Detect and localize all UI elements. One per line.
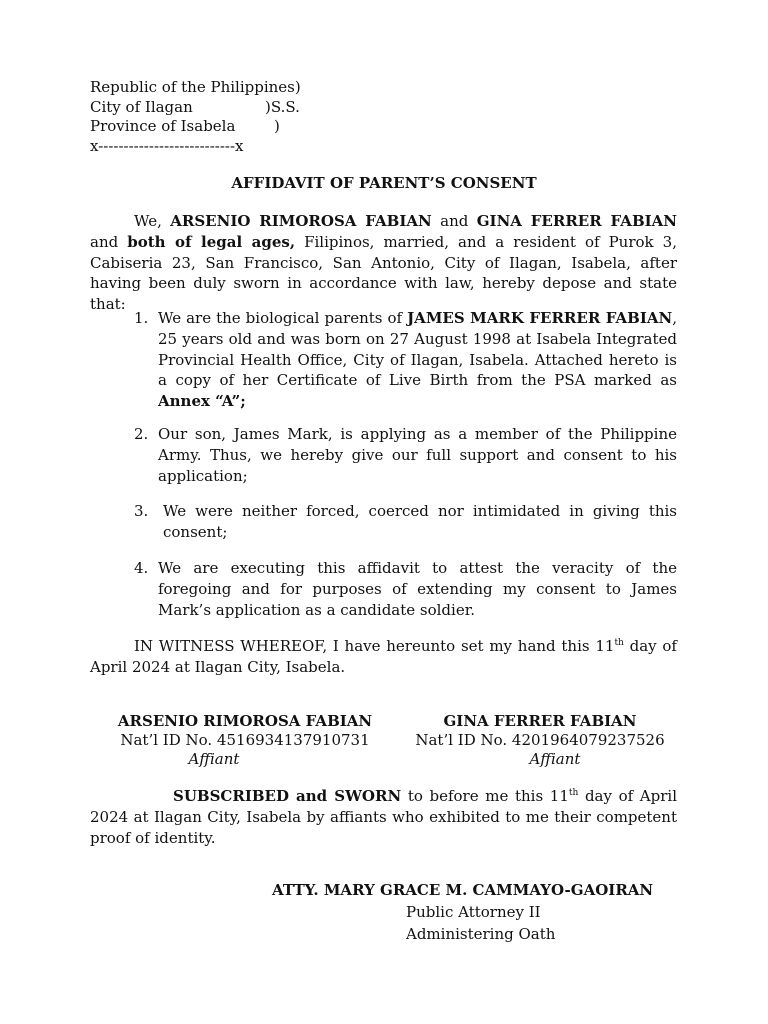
item-number: 4. [134, 559, 149, 577]
intro-we: We, [134, 212, 162, 230]
notary-block [272, 879, 653, 945]
affiant-signature-1 [100, 712, 390, 769]
affiant-name-2: GINA FERRER FABIAN [476, 212, 677, 230]
list-item [134, 424, 677, 486]
venue-caption [90, 78, 301, 156]
affiant-name-1: ARSENIO RIMOROSA FABIAN [170, 212, 432, 230]
witness-paragraph [90, 636, 677, 678]
item-number: 1. [134, 309, 149, 327]
item-number: 2. [134, 425, 149, 443]
jurat-ordinal: th [568, 788, 579, 798]
document-title: AFFIDAVIT OF PARENT’S CONSENT [231, 174, 537, 192]
caption-paren: ) [274, 117, 280, 135]
intro-and-2: and [90, 232, 119, 251]
caption-ss: )S.S. [265, 97, 300, 116]
item-text: We are the biological parents of [158, 309, 403, 327]
intro-and: and [440, 212, 469, 230]
notary-name: ATTY. MARY GRACE M. CAMMAYO-GAOIRAN [272, 881, 654, 899]
intro-paragraph [90, 211, 677, 315]
item-text-cont: , 25 years old and was born on 27 August 1998 at Isabela Integrated Provincial Health Office, City of Ilagan, Isabela. Attached hereto is a copy of her Certificate of Live Birth from the PSA marked as [158, 309, 677, 390]
item-text: We were neither forced, coerced nor intimidated in giving this consent; [163, 502, 677, 541]
annex-label: Annex “A”; [158, 392, 246, 411]
witness-text: IN WITNESS WHEREOF, I have hereunto set my hand this 11 [134, 637, 615, 655]
jurat-text-cont: day of April 2024 at Ilagan City, Isabela by affiants who exhibited to me their competent proof of identity. [90, 787, 677, 847]
caption-province-row [90, 117, 301, 137]
affiant-name: ARSENIO RIMOROSA FABIAN [117, 712, 373, 730]
affiant-role: Affiant [529, 750, 581, 768]
affiant-role: Affiant [188, 750, 240, 768]
child-name: JAMES MARK FERRER FABIAN [407, 309, 673, 327]
caption-republic: Republic of the Philippines) [90, 78, 301, 96]
caption-city-row [90, 98, 301, 118]
list-item [134, 558, 677, 620]
intro-rest: Filipinos, married, and a resident of Purok 3, Cabiseria 23, San Francisco, San Antonio, City of Ilagan, Isabela, after having been duly sworn in accordance with law, hereby depose and state that: [90, 232, 677, 314]
intro-legal-age: both of legal ages, [127, 232, 296, 251]
notary-role: Administering Oath [406, 925, 556, 943]
witness-text-cont: day of April 2024 at Ilagan City, Isabela. [90, 637, 677, 676]
caption-city: City of Ilagan [90, 97, 193, 116]
witness-ordinal: th [614, 638, 624, 648]
affiant-name: GINA FERRER FABIAN [443, 712, 637, 730]
caption-separator: x---------------------------x [90, 136, 244, 155]
affiant-id: Nat’l ID No. 4201964079237526 [415, 731, 665, 749]
caption-province: Province of Isabela [90, 117, 236, 135]
item-text: We are executing this affidavit to attest the veracity of the foregoing and for purposes of extending my consent to James Mark’s application as a candidate soldier. [158, 559, 677, 619]
list-item [134, 308, 677, 412]
jurat-bold: SUBSCRIBED and SWORN [173, 787, 402, 805]
item-number: 3. [134, 502, 149, 520]
jurat-paragraph [90, 786, 677, 848]
notary-title: Public Attorney II [406, 903, 541, 921]
list-item [134, 501, 677, 543]
affiant-id: Nat’l ID No. 4516934137910731 [120, 731, 370, 749]
item-text: Our son, James Mark, is applying as a member of the Philippine Army. Thus, we hereby give our full support and consent to his application; [158, 425, 677, 485]
affiant-signature-2 [392, 712, 688, 769]
jurat-text: to before me this 11 [407, 787, 569, 805]
